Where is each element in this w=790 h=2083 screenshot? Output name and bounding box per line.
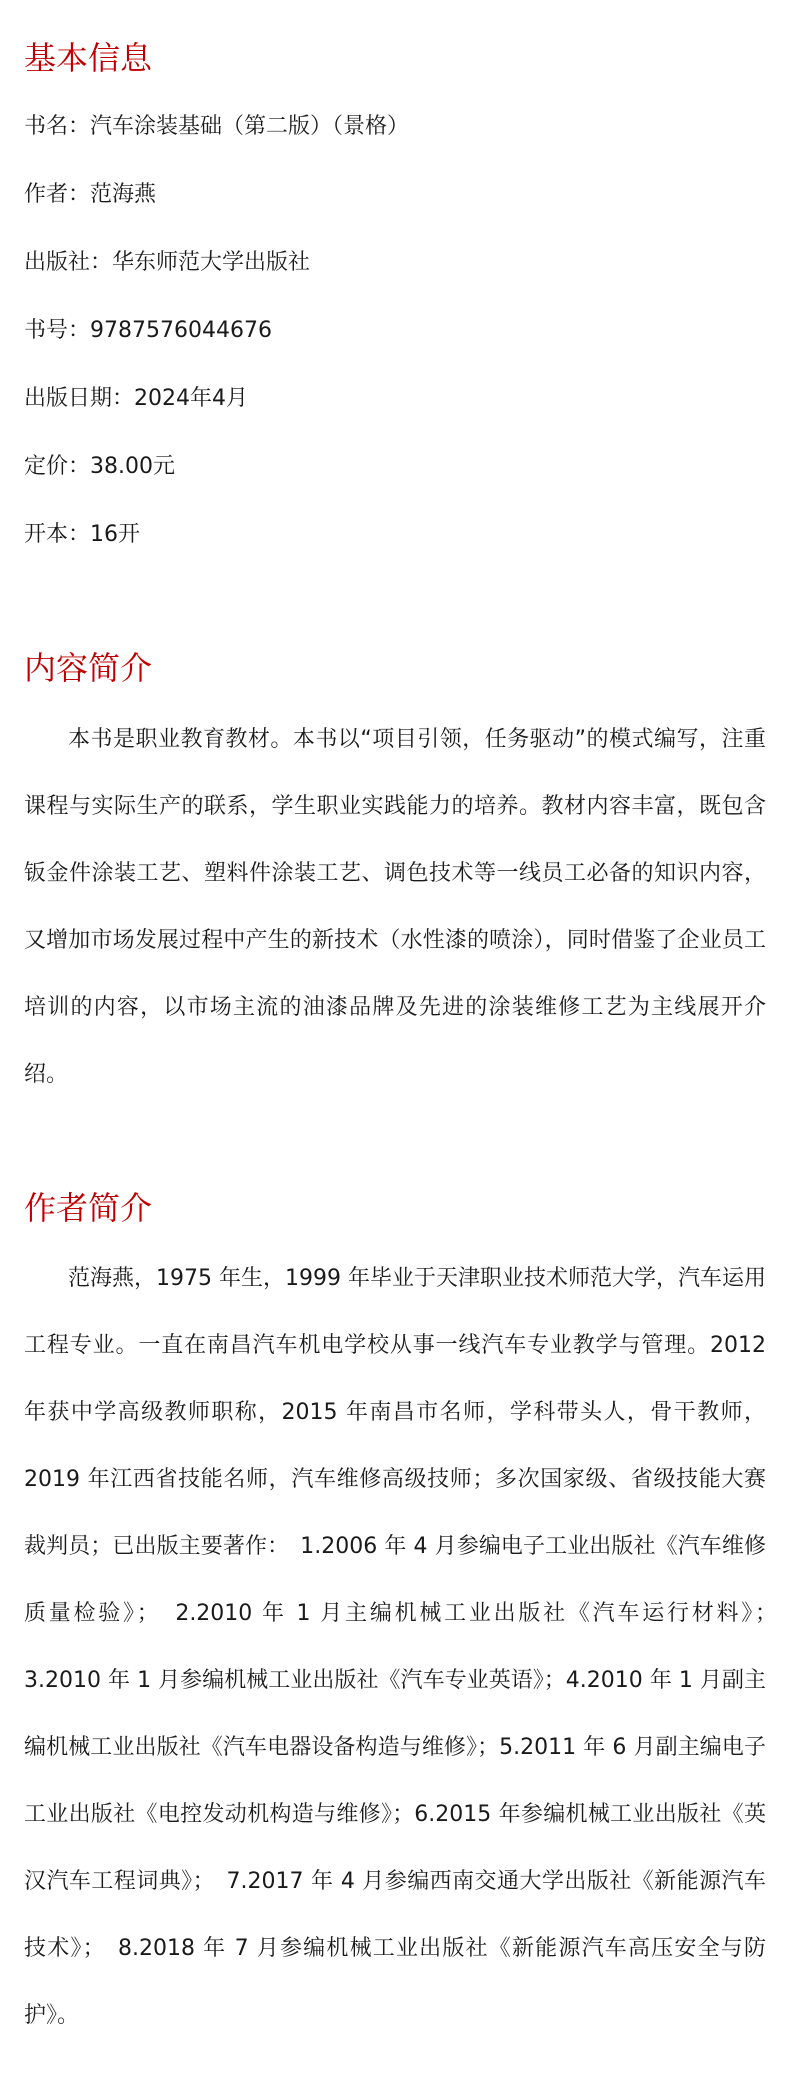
info-author: 作者：范海燕	[24, 182, 157, 207]
info-book-title: 书名：汽车涂装基础（第二版）（景格）	[24, 114, 410, 139]
info-format: 开本：16开	[24, 522, 140, 547]
basic-info-list	[24, 116, 409, 592]
info-publish-date: 出版日期：2024年4月	[24, 386, 248, 411]
info-isbn: 书号：9787576044676	[24, 318, 272, 343]
author-intro-paragraph: 范海燕，1975 年生，1999 年毕业于天津职业技术师范大学，汽车运用工程专业。一直在南昌汽车机电学校从事一线汽车专业教学与管理。2012 年获中学高级教师职称，2015 年南昌市名师，学科带头人，骨干教师，2019 年江西省技能名师，汽车维修高级技师；多次国家级、省级技能大赛裁判员；已出版主要著作： 1.2006 年 4 月参编电子工业出版社《汽车维修质量检验》； 2.2010 年 1 月主编机械工业出版社《汽车运行材料》； 3.2010 年 1 月参编机械工业出版社《汽车专业英语》；4.2010 年 1 月副主编机械工业出版社《汽车电器设备构造与维修》；5.2011 年 6 月副主编电子工业出版社《电控发动机构造与维修》；6.2015 年参编机械工业出版社《英汉汽车工程词典》； 7.2017 年 4 月参编西南交通大学出版社《新能源汽车技术》； 8.2018 年 7 月参编机械工业出版社《新能源汽车高压安全与防护》。	[24, 1266, 789, 2028]
summary-paragraph: 本书是职业教育教材。本书以“项目引领，任务驱动”的模式编写，注重课程与实际生产的联系，学生职业实践能力的培养。教材内容丰富，既包含钣金件涂装工艺、塑料件涂装工艺、调色技术等一线员工必备的知识内容，又增加市场发展过程中产生的新技术（水性漆的喷涂），同时借鉴了企业员工培训的内容，以市场主流的油漆品牌及先进的涂装维修工艺为主线展开介绍。	[24, 727, 766, 1087]
info-price: 定价：38.00元	[24, 454, 175, 479]
author-intro-heading: 作者简介	[24, 1189, 153, 1227]
summary-heading: 内容简介	[24, 649, 153, 687]
basic-info-heading: 基本信息	[24, 39, 153, 77]
info-publisher: 出版社：华东师范大学出版社	[24, 250, 311, 275]
